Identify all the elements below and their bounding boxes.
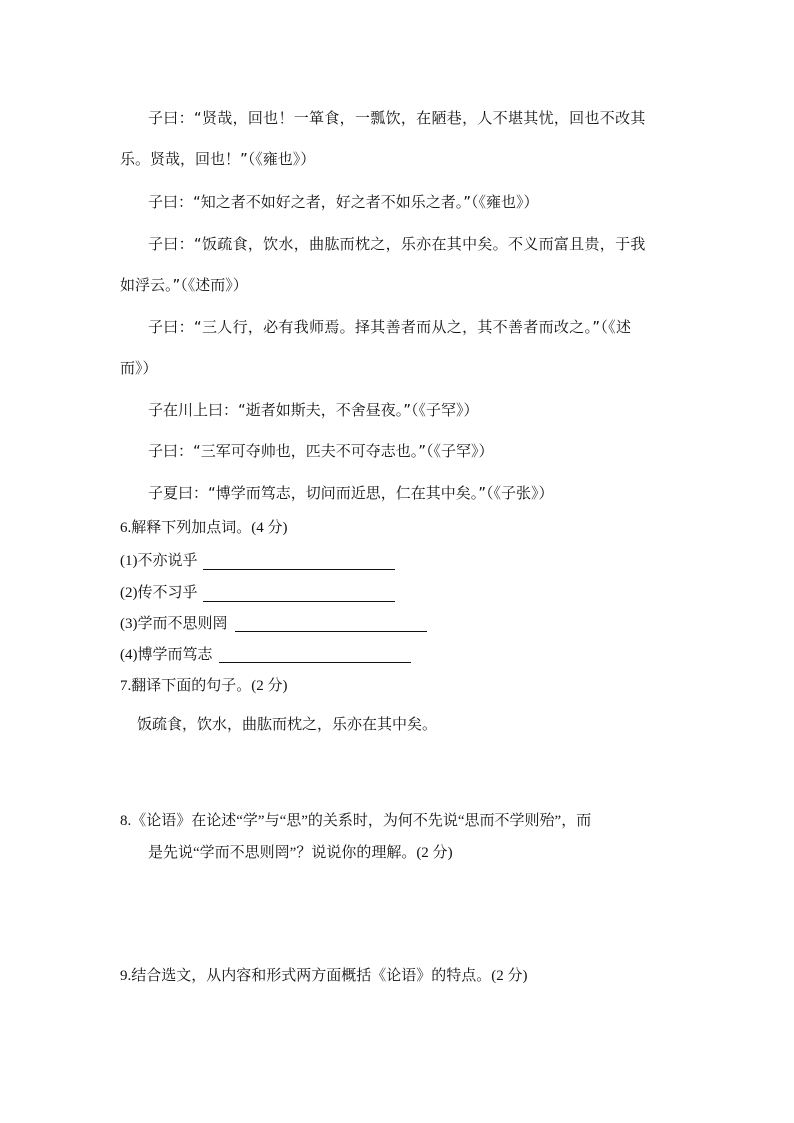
question-9-title: 9.结合选文，从内容和形式两方面概括《论语》的特点。(2 分) xyxy=(120,968,528,984)
q6-item-label: (2)传不习乎 xyxy=(120,585,198,601)
question-7-sentence: 饭疏食，饮水，曲肱而枕之，乐亦在其中矣。 xyxy=(137,715,438,733)
answer-area[interactable] xyxy=(137,740,677,800)
q6-item-label: (3)学而不思则罔 xyxy=(120,616,228,632)
answer-area[interactable] xyxy=(120,872,680,952)
passage-line: 子夏曰：“博学而笃志，切问而近思，仁在其中矣。”（《子张》） xyxy=(148,484,554,502)
answer-area[interactable] xyxy=(120,996,680,1096)
q6-item-label: (4)博学而笃志 xyxy=(120,647,213,663)
passage-line: 乐。贤哉，回也！”（《雍也》） xyxy=(120,150,316,168)
question-8-line: 是先说“学而不思则罔”？说说你的理解。(2 分) xyxy=(148,845,453,861)
passage-line: 子曰：“三人行，必有我师焉。择其善者而从之，其不善者而改之。”（《述 xyxy=(148,318,632,336)
answer-blank[interactable] xyxy=(203,601,395,602)
passage-line: 子在川上曰：“逝者如斯夫，不舍昼夜。”（《子罕》） xyxy=(148,401,479,419)
question-6-title: 6.解释下列加点词。(4 分) xyxy=(120,520,288,536)
passage-line: 如浮云。”（《述而》） xyxy=(120,276,248,294)
passage-line: 子曰：“知之者不如好之者，好之者不如乐之者。”（《雍也》） xyxy=(148,193,539,211)
passage-line: 子曰：“贤哉，回也！一箪食，一瓢饮，在陋巷，人不堪其忧，回也不改其 xyxy=(148,109,646,127)
answer-blank[interactable] xyxy=(219,662,411,663)
q6-item-label: (1)不亦说乎 xyxy=(120,553,198,569)
passage-line: 子曰：“三军可夺帅也，匹夫不可夺志也。”（《子罕》） xyxy=(148,442,494,460)
answer-blank[interactable] xyxy=(203,569,395,570)
answer-blank[interactable] xyxy=(235,631,427,632)
passage-line: 子曰：“饭疏食，饮水，曲肱而枕之，乐亦在其中矣。不义而富且贵，于我 xyxy=(148,235,646,253)
passage-line: 而》） xyxy=(120,359,158,377)
question-7-title: 7.翻译下面的句子。(2 分) xyxy=(120,678,288,694)
question-8-line: 8.《论语》在论述“学”与“思”的关系时，为何不先说“思而不学则殆”，而 xyxy=(120,813,592,829)
